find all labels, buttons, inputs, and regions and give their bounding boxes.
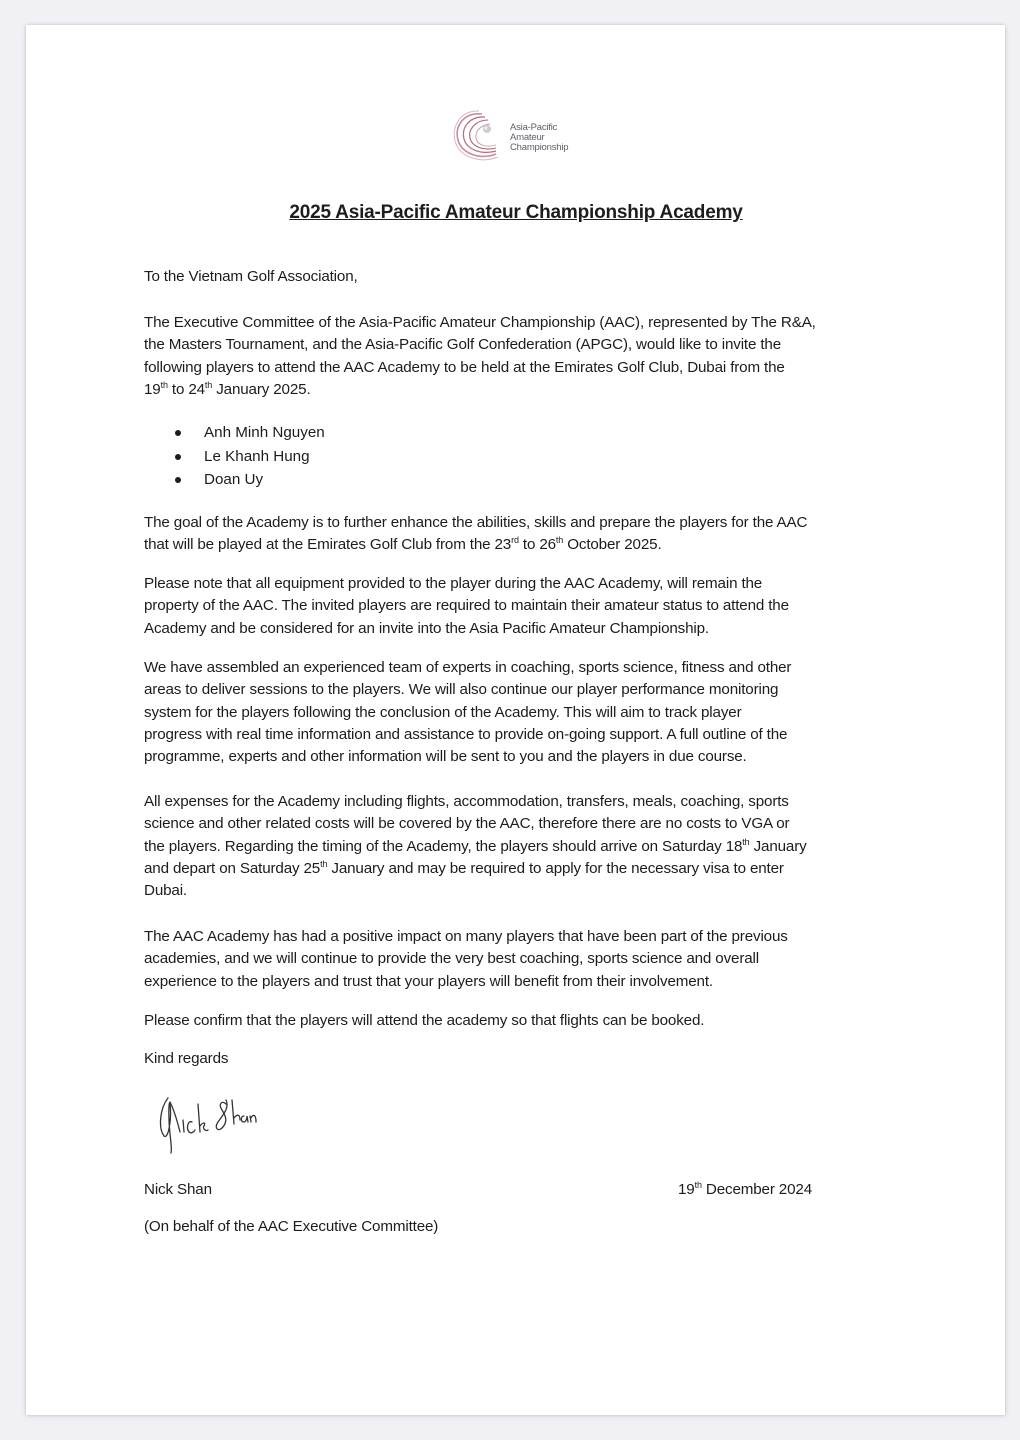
equipment-paragraph: Please note that all equipment provided to the player during the AAC Academy, will remain the property of the AAC. The invited players are required to maintain their amateur status to attend the Academy and be considered for an invite into the Asia Pacific Amateur Championship. <box>144 575 789 637</box>
list-item: Doan Uy <box>144 468 325 492</box>
expenses-paragraph: All expenses for the Academy including flights, accommodation, transfers, meals, coaching, sports science and other related costs will be covered by the AAC, therefore there are no costs to VGA or the players. Regarding the timing of the Academy, the players should arrive on Saturday 18th January and depart on Saturday 25th January and may be required to apply for the necessary visa to enter Dubai. <box>144 793 807 900</box>
closing: Kind regards <box>144 1050 229 1067</box>
swoosh-ball-icon <box>452 108 510 164</box>
letter-page <box>26 25 1005 1415</box>
logo-wordmark: Asia-Pacific Amateur Championship <box>510 122 569 153</box>
signature-image <box>156 1090 296 1155</box>
letter-date: 19th December 2024 <box>678 1180 812 1198</box>
goal-paragraph: The goal of the Academy is to further enhance the abilities, skills and prepare the players for the AAC that will be played at the Emirates Golf Club from the 23rd to 26th October 2025. <box>144 514 808 554</box>
confirm-request: Please confirm that the players will attend the academy so that flights can be booked. <box>144 1012 705 1029</box>
list-item: Le Khanh Hung <box>144 445 325 469</box>
list-item: Anh Minh Nguyen <box>144 421 325 445</box>
player-list <box>144 421 325 492</box>
impact-paragraph: The AAC Academy has had a positive impact on many players that have been part of the previous academies, and we will continue to provide the very best coaching, sports science and overall experience to the players and trust that your players will benefit from their involvement. <box>144 928 788 990</box>
signatory-name: Nick Shan <box>144 1181 212 1198</box>
intro-paragraph: The Executive Committee of the Asia-Pacific Amateur Championship (AAC), represented by The R&A, the Masters Tournament, and the Asia-Pacific Golf Confederation (APGC), would like to invite the following players to attend the AAC Academy to be held at the Emirates Golf Club, Dubai from the 19th to 24th January 2025. <box>144 314 816 398</box>
salutation: To the Vietnam Golf Association, <box>144 268 358 285</box>
on-behalf-note: (On behalf of the AAC Executive Committee) <box>144 1218 439 1235</box>
team-paragraph: We have assembled an experienced team of experts in coaching, sports science, fitness and other areas to deliver sessions to the players. We will also continue our player performance monitoring system for the players following the conclusion of the Academy. This will aim to track player progress with real time information and assistance to provide on-going support. A full outline of the programme, experts and other information will be sent to you and the players in due course. <box>144 659 792 766</box>
aac-logo <box>452 108 592 164</box>
document-title: 2025 Asia-Pacific Amateur Championship Academy <box>289 202 743 223</box>
